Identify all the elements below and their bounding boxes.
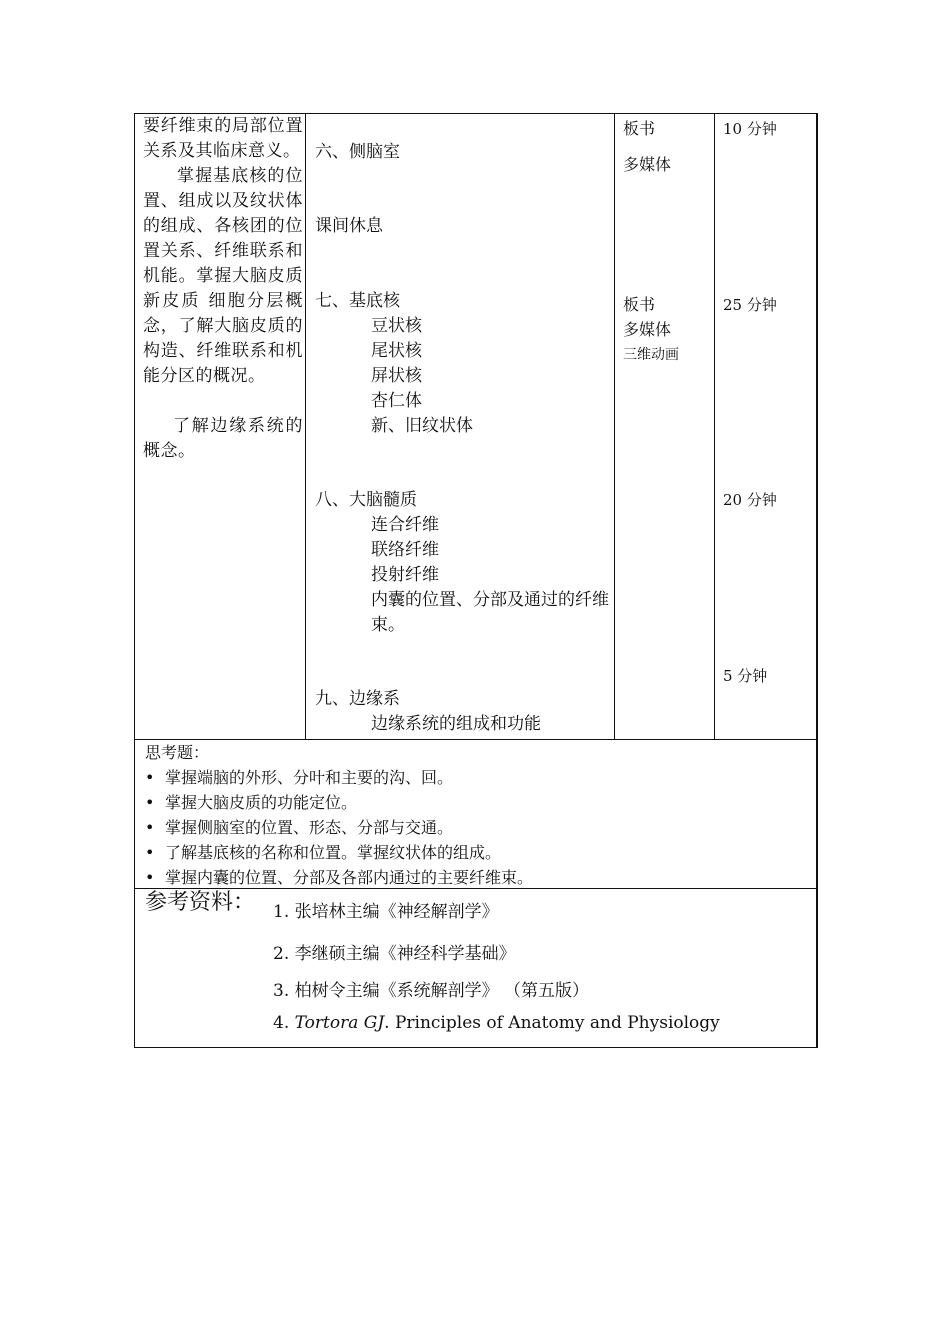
method-label: 板书	[623, 295, 656, 314]
sub-item: 投射纤维	[371, 565, 439, 585]
section-heading: 七、基底核	[315, 291, 400, 311]
sub-item: 连合纤维	[371, 515, 439, 535]
reference-number: 2.	[273, 944, 290, 964]
reference-text: 柏树令主编《系统解剖学》 （第五版）	[294, 981, 590, 1001]
sub-item: 边缘系统的组成和功能	[371, 714, 541, 734]
references-section	[134, 888, 818, 1048]
section-heading: 八、大脑髓质	[315, 490, 417, 510]
reference-text: 李继硕主编《神经科学基础》	[294, 944, 516, 964]
question-item: • 掌握内囊的位置、分部及各部内通过的主要纤维束。	[145, 865, 816, 890]
sub-item: 杏仁体	[371, 391, 422, 411]
objectives-column	[143, 114, 303, 464]
reference-item	[273, 976, 589, 1001]
reference-item	[273, 939, 516, 964]
reference-author: Tortora GJ	[294, 1013, 385, 1033]
questions-section	[134, 739, 818, 888]
objective-paragraph: 了解边缘系统的概念。	[143, 416, 303, 461]
reference-item	[273, 897, 499, 922]
sub-item: 豆状核	[371, 316, 422, 336]
method-label: 三维动画	[623, 347, 679, 363]
sub-item: 尾状核	[371, 341, 422, 361]
reference-item	[273, 1013, 720, 1033]
references-title: 参考资料：	[145, 890, 256, 915]
reference-text: 张培林主编《神经解剖学》	[294, 902, 499, 922]
method-label: 多媒体	[623, 155, 672, 174]
lesson-plan-table	[134, 113, 818, 739]
time-label: 5 分钟	[723, 667, 768, 685]
method-label: 板书	[623, 119, 656, 138]
question-item: • 了解基底核的名称和位置。掌握纹状体的组成。	[145, 840, 816, 865]
questions-title: 思考题：	[145, 743, 210, 762]
methods-column	[623, 114, 713, 740]
question-item: • 掌握大脑皮质的功能定位。	[145, 790, 816, 815]
time-column	[723, 114, 813, 740]
reference-number: 1.	[273, 902, 290, 922]
sub-item: 新、旧纹状体	[371, 416, 473, 436]
question-item: • 掌握端脑的外形、分叶和主要的沟、回。	[145, 765, 816, 790]
content-column	[315, 114, 615, 740]
question-item: • 掌握侧脑室的位置、形态、分部与交通。	[145, 815, 816, 840]
column-divider	[714, 114, 715, 739]
reference-number: 3.	[273, 981, 290, 1001]
column-divider	[305, 114, 306, 739]
method-label: 多媒体	[623, 320, 672, 339]
section-heading: 六、侧脑室	[315, 142, 400, 162]
sub-item: 内囊的位置、分部及通过的纤维束。	[371, 590, 609, 635]
section-heading: 九、边缘系	[315, 689, 400, 709]
objective-paragraph: 掌握基底核的位置、组成以及纹状体的组成、各核团的位置关系、纤维联系和机能。掌握大脑皮质 新皮质 细胞分层概念，了解大脑皮质的构造、纤维联系和机能分区的概况。	[143, 166, 303, 386]
objective-paragraph: 要纤维束的局部位置关系及其临床意义。	[143, 116, 303, 161]
time-label: 25 分钟	[723, 296, 777, 314]
time-label: 20 分钟	[723, 491, 777, 509]
time-label: 10 分钟	[723, 120, 777, 138]
sub-item: 联络纤维	[371, 540, 439, 560]
reference-text: . Principles of Anatomy and Physiology	[384, 1013, 720, 1033]
break-label: 课间休息	[315, 216, 383, 236]
reference-number: 4.	[273, 1013, 290, 1033]
sub-item: 屏状核	[371, 366, 422, 386]
